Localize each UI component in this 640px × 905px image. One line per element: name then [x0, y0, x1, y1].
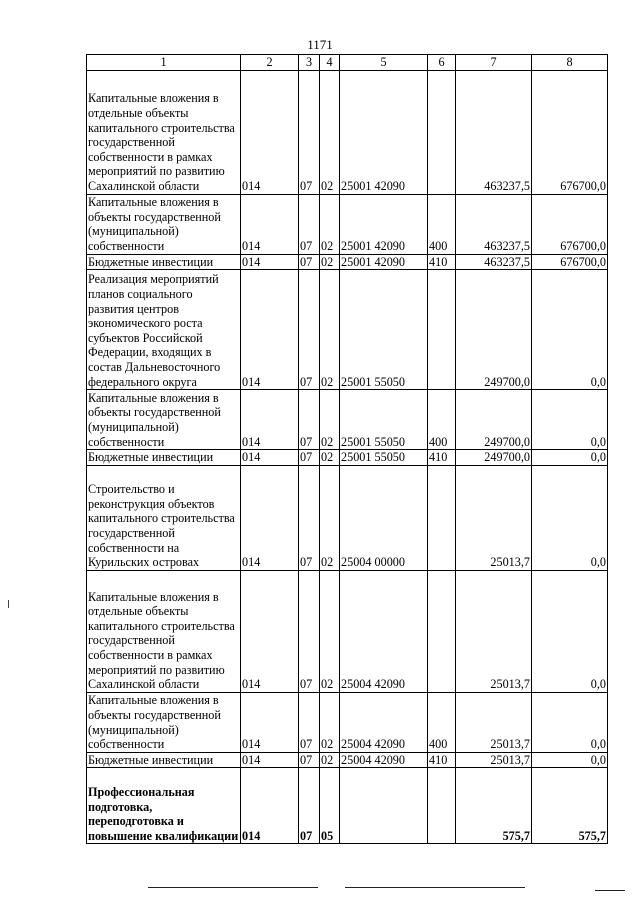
row-sum-1: 25013,7: [456, 465, 532, 570]
row-grbs: 014: [241, 390, 299, 450]
row-subsection: 02: [320, 390, 340, 450]
row-expense-type: [428, 768, 456, 844]
row-grbs: 014: [241, 70, 299, 194]
row-target-article: 25001 55050: [340, 270, 428, 390]
row-sum-1: 249700,0: [456, 450, 532, 466]
row-target-article: 25001 55050: [340, 450, 428, 466]
row-subsection: 02: [320, 465, 340, 570]
header-cell: 8: [532, 55, 608, 71]
row-sum-2: 0,0: [532, 570, 608, 692]
row-expense-type: 400: [428, 692, 456, 752]
row-expense-type: [428, 270, 456, 390]
row-sum-1: 25013,7: [456, 752, 532, 768]
header-cell: 4: [320, 55, 340, 71]
row-name: Капитальные вложения в отдельные объекты капитального строительства государственной собственности в рамках мероприятий по развитию Сахалинской области: [87, 70, 241, 194]
row-sum-2: 676700,0: [532, 254, 608, 270]
table-row: [87, 450, 608, 466]
row-section: 07: [299, 390, 320, 450]
row-name: Капитальные вложения в объекты государственной (муниципальной) собственности: [87, 692, 241, 752]
margin-mark: [8, 600, 9, 608]
row-target-article: 25001 55050: [340, 390, 428, 450]
row-name: Реализация мероприятий планов социального развития центров экономического роста субъектов Российской Федерации, входящих в состав Дальневосточного федерального округа: [87, 270, 241, 390]
row-subsection: 05: [320, 768, 340, 844]
table-row: [87, 194, 608, 254]
header-cell: 2: [241, 55, 299, 71]
budget-table: [86, 54, 608, 844]
row-target-article: 25001 42090: [340, 254, 428, 270]
row-subsection: 02: [320, 570, 340, 692]
row-sum-2: 0,0: [532, 450, 608, 466]
row-sum-1: 463237,5: [456, 194, 532, 254]
row-grbs: 014: [241, 450, 299, 466]
row-sum-2: 0,0: [532, 390, 608, 450]
row-expense-type: 410: [428, 450, 456, 466]
row-target-article: 25004 42090: [340, 692, 428, 752]
row-sum-2: 0,0: [532, 270, 608, 390]
row-target-article: 25004 42090: [340, 752, 428, 768]
row-sum-1: 463237,5: [456, 70, 532, 194]
row-subsection: 02: [320, 254, 340, 270]
row-grbs: 014: [241, 465, 299, 570]
header-cell: 5: [340, 55, 428, 71]
table-row: [87, 752, 608, 768]
table-row: [87, 692, 608, 752]
row-expense-type: [428, 465, 456, 570]
row-subsection: 02: [320, 270, 340, 390]
row-grbs: 014: [241, 752, 299, 768]
row-section: 07: [299, 194, 320, 254]
row-target-article: 25001 42090: [340, 70, 428, 194]
row-target-article: [340, 768, 428, 844]
row-section: 07: [299, 768, 320, 844]
row-sum-1: 575,7: [456, 768, 532, 844]
row-section: 07: [299, 70, 320, 194]
row-section: 07: [299, 254, 320, 270]
row-section: 07: [299, 570, 320, 692]
row-name: Капитальные вложения в объекты государственной (муниципальной) собственности: [87, 194, 241, 254]
footer-rule: [595, 890, 625, 891]
row-section: 07: [299, 465, 320, 570]
row-sum-1: 463237,5: [456, 254, 532, 270]
page-number: 1171: [307, 37, 333, 52]
row-sum-2: 676700,0: [532, 70, 608, 194]
row-subsection: 02: [320, 450, 340, 466]
row-name: Капитальные вложения в объекты государственной (муниципальной) собственности: [87, 390, 241, 450]
row-subsection: 02: [320, 194, 340, 254]
row-section: 07: [299, 692, 320, 752]
header-cell: 3: [299, 55, 320, 71]
row-name: Бюджетные инвестиции: [87, 752, 241, 768]
row-expense-type: 410: [428, 254, 456, 270]
row-target-article: 25001 42090: [340, 194, 428, 254]
row-subsection: 02: [320, 692, 340, 752]
row-sum-2: 676700,0: [532, 194, 608, 254]
row-grbs: 014: [241, 692, 299, 752]
row-sum-1: 25013,7: [456, 570, 532, 692]
row-expense-type: 400: [428, 390, 456, 450]
row-subsection: 02: [320, 752, 340, 768]
row-target-article: 25004 00000: [340, 465, 428, 570]
row-expense-type: 410: [428, 752, 456, 768]
row-sum-2: 0,0: [532, 465, 608, 570]
row-sum-2: 0,0: [532, 752, 608, 768]
row-section: 07: [299, 270, 320, 390]
table-row: [87, 768, 608, 844]
table-row: [87, 570, 608, 692]
footer-rule: [148, 887, 318, 888]
row-name: Бюджетные инвестиции: [87, 450, 241, 466]
row-sum-1: 25013,7: [456, 692, 532, 752]
row-target-article: 25004 42090: [340, 570, 428, 692]
footer-rule: [345, 887, 525, 888]
row-grbs: 014: [241, 270, 299, 390]
row-expense-type: 400: [428, 194, 456, 254]
row-expense-type: [428, 70, 456, 194]
row-name: Строительство и реконструкция объектов капитального строительства государственной собственности на Курильских островах: [87, 465, 241, 570]
table-row: [87, 270, 608, 390]
row-grbs: 014: [241, 254, 299, 270]
row-name: Капитальные вложения в отдельные объекты капитального строительства государственной собственности в рамках мероприятий по развитию Сахалинской области: [87, 570, 241, 692]
row-section: 07: [299, 752, 320, 768]
table-row: [87, 390, 608, 450]
row-name: Бюджетные инвестиции: [87, 254, 241, 270]
row-grbs: 014: [241, 768, 299, 844]
header-cell: 6: [428, 55, 456, 71]
row-sum-1: 249700,0: [456, 390, 532, 450]
table-row: [87, 70, 608, 194]
row-section: 07: [299, 450, 320, 466]
row-sum-2: 575,7: [532, 768, 608, 844]
table-row: [87, 465, 608, 570]
table-row: [87, 254, 608, 270]
row-grbs: 014: [241, 570, 299, 692]
header-cell: 1: [87, 55, 241, 71]
row-subsection: 02: [320, 70, 340, 194]
row-grbs: 014: [241, 194, 299, 254]
row-name: Профессиональная подготовка, переподготовка и повышение квалификации: [87, 768, 241, 844]
row-sum-1: 249700,0: [456, 270, 532, 390]
header-cell: 7: [456, 55, 532, 71]
row-expense-type: [428, 570, 456, 692]
header-row: [87, 55, 608, 71]
row-sum-2: 0,0: [532, 692, 608, 752]
